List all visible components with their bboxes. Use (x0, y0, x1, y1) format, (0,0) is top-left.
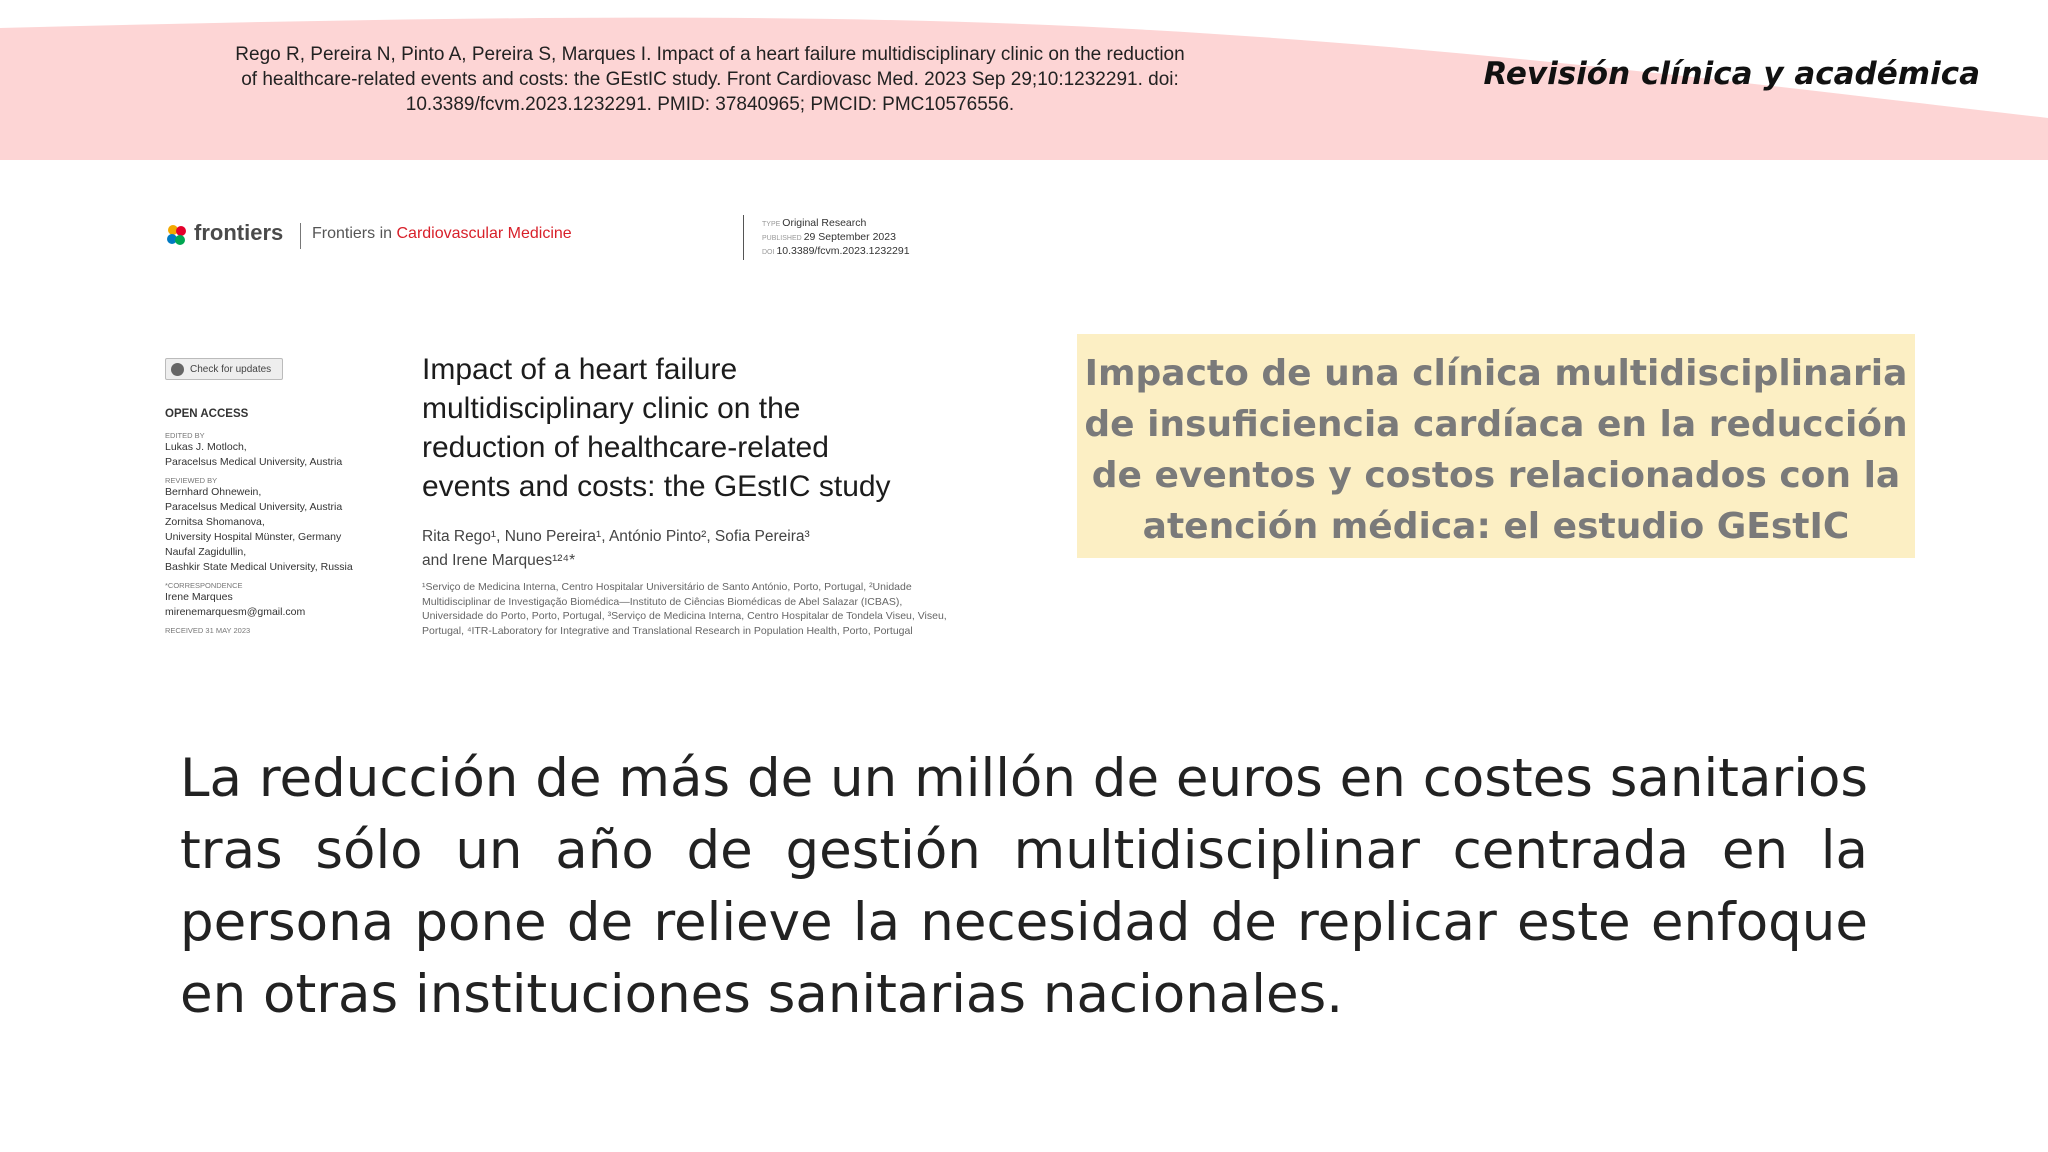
editor: Lukas J. Motloch, (165, 441, 247, 453)
reviewer: Bernhard Ohnewein, (165, 486, 262, 498)
meta-divider (743, 215, 744, 260)
paper-authors: Rita Rego¹, Nuno Pereira¹, António Pinto², Sofia Pereira³ and Irene Marques¹²⁴* (422, 528, 810, 569)
meta-row: DOI 10.3389/fcvm.2023.1232291 (762, 245, 910, 257)
citation-line: Rego R, Pereira N, Pinto A, Pereira S, Marques I. Impact of a heart failure multidisciplinary clinic on the reduction (235, 44, 1185, 65)
reviewer-affiliation: Bashkir State Medical University, Russia (165, 561, 353, 573)
reviewer-affiliation: Paracelsus Medical University, Austria (165, 501, 343, 513)
spanish-title-box (1077, 334, 1915, 558)
check-updates-button[interactable]: Check for updates (165, 358, 283, 380)
paper-snapshot (160, 205, 960, 665)
reviewer: Zornitsa Shomanova, (165, 516, 265, 528)
reviewed-by-label: REVIEWED BY (165, 476, 218, 485)
journal-name: Frontiers in Cardiovascular Medicine (312, 225, 572, 242)
translation-line: Impacto de una clínica multidisciplinaria (1084, 353, 1908, 394)
translation-line: de eventos y costos relacionados con la (1091, 455, 1901, 496)
corresponding-author: Irene Marques (165, 591, 233, 603)
editor-affiliation: Paracelsus Medical University, Austria (165, 456, 343, 468)
article-meta (762, 217, 910, 259)
citation-line: of healthcare-related events and costs: the GEstIC study. Front Cardiovasc Med. 2023 Sep 29;10:1232291. doi: (241, 69, 1179, 90)
paper-title: Impact of a heart failure multidisciplinary clinic on the reduction of healthcare-related events and costs: the GEstIC study (422, 353, 891, 503)
header-divider (300, 223, 301, 249)
article-sidebar (165, 408, 375, 635)
received-date: RECEIVED 31 MAY 2023 (165, 626, 251, 635)
reviewer: Naufal Zagidullin, (165, 546, 247, 558)
meta-row: TYPE Original Research (762, 217, 867, 229)
reviewer-affiliation: University Hospital Münster, Germany (165, 531, 342, 543)
correspondence-email: mirenemarquesm@gmail.com (165, 606, 306, 618)
frontiers-logo-icon (165, 223, 189, 247)
summary-text: La reducción de más de un millón de euros en costes sanitarios tras sólo un año de gestión multidisciplinar centrada en la persona pone de relieve la necesidad de replicar este enfoque en otras instituciones sanitarias nacionales. (180, 748, 1868, 1025)
translation-line: de insuficiencia cardíaca en la reducción (1084, 404, 1908, 445)
citation (185, 42, 1235, 117)
correspondence-label: *CORRESPONDENCE (165, 581, 243, 590)
paper-header (165, 215, 960, 260)
section-tag: Revisión clínica y académica (1483, 56, 1980, 92)
open-access-label: OPEN ACCESS (165, 408, 249, 420)
publisher-logo: frontiers (194, 220, 284, 245)
edited-by-label: EDITED BY (165, 431, 205, 440)
citation-line: 10.3389/fcvm.2023.1232291. PMID: 37840965; PMCID: PMC10576556. (405, 94, 1015, 115)
paper-affiliations: ¹Serviço de Medicina Interna, Centro Hospitalar Universitário de Santo António, Porto, Portugal, ²Unidade Multidisciplinar de Investigação Biomédica—Instituto de Ciências Biomédicas de Abel Salazar (ICBAS), Universidade do Porto, Porto, Portugal, ³Serviço de Medicina Interna, Centro Hospitalar de Tondela Viseu, Viseu, Portugal, ⁴ITR-Laboratory for Integrative and Translational Research in Population Health, Porto, Portugal (422, 581, 947, 637)
translation-line: atención médica: el estudio GEstIC (1142, 506, 1850, 547)
update-icon (171, 363, 184, 376)
meta-row: PUBLISHED 29 September 2023 (762, 231, 896, 243)
